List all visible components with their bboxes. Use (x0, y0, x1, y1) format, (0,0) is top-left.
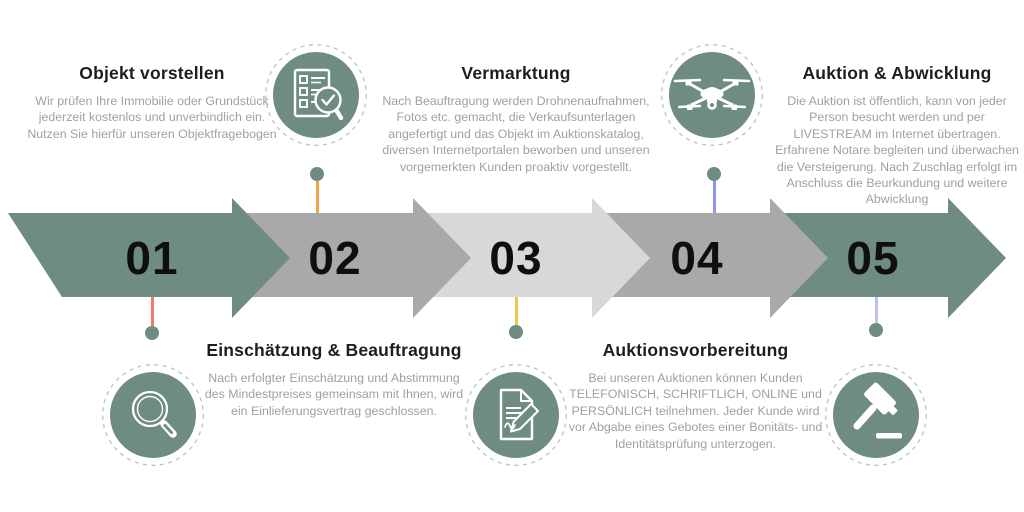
step3-number: 03 (489, 232, 543, 284)
step2-title: Einschätzung & Beauftragung (206, 340, 462, 360)
gavel-icon (824, 363, 928, 467)
step3-description: Nach Beauftragung werden Drohnenaufnahmen, Fotos etc. gemacht, die Verkaufsunterlagen angefertigt und das Objekt im Auktionskatalog, diversen Internetportalen beworben und unseren vorgemerkten Kunden proaktiv vorgestellt. (382, 94, 650, 174)
step4-number: 04 (670, 232, 724, 284)
step4-title: Auktionsvorbereitung (602, 340, 789, 360)
step3-title: Vermarktung (461, 63, 571, 83)
step1-title: Objekt vorstellen (79, 63, 225, 83)
step2-description: Nach erfolgter Einschätzung und Abstimmung des Mindestpreises gemeinsam mit Ihnen, wird ein Einlieferungsvertrag geschlossen. (204, 371, 464, 418)
step4-text-block (568, 340, 823, 452)
step1-connector-dot (145, 326, 159, 340)
step5-description: Die Auktion ist öffentlich, kann von jeder Person besucht werden und per LIVESTREAM im Internet übertragen. Erfahrene Notare begleiten und überwachen die Versteigerung. Nach Zuschlag erfolgt im Anschluss die Beurkundung und weitere Abwicklung (775, 94, 1019, 207)
step4-description: Bei unseren Auktionen können Kunden TELEFONISCH, SCHRIFTLICH, ONLINE und PERSÖNLICH teilnehmen. Jeder Kunde wird vor Abgabe eines Gebotes einer Bonitäts- und Identitätsprüfung unterzogen. (568, 371, 823, 451)
step5-title: Auktion & Abwicklung (802, 63, 992, 83)
step2-text-block (204, 340, 464, 419)
magnifier-icon (101, 363, 205, 467)
checklist-search-icon (264, 43, 368, 147)
step3-text-block (372, 63, 660, 175)
step2-connector-dot (310, 167, 324, 181)
contract-signing-icon (464, 363, 568, 467)
drone-icon (660, 43, 764, 147)
step5-text-block (770, 63, 1024, 208)
step5-number: 05 (846, 232, 900, 284)
step1-text-block (27, 63, 277, 142)
step3-connector-dot (509, 325, 523, 339)
step5-connector-dot (869, 323, 883, 337)
step2-number: 02 (308, 232, 362, 284)
step4-connector-dot (707, 167, 721, 181)
step1-description: Wir prüfen Ihre Immobilie oder Grundstück jederzeit kostenlos und unverbindlich ein. Nutzen Sie hierfür unseren Objektfragebogen (27, 94, 277, 141)
step1-number: 01 (125, 232, 179, 284)
